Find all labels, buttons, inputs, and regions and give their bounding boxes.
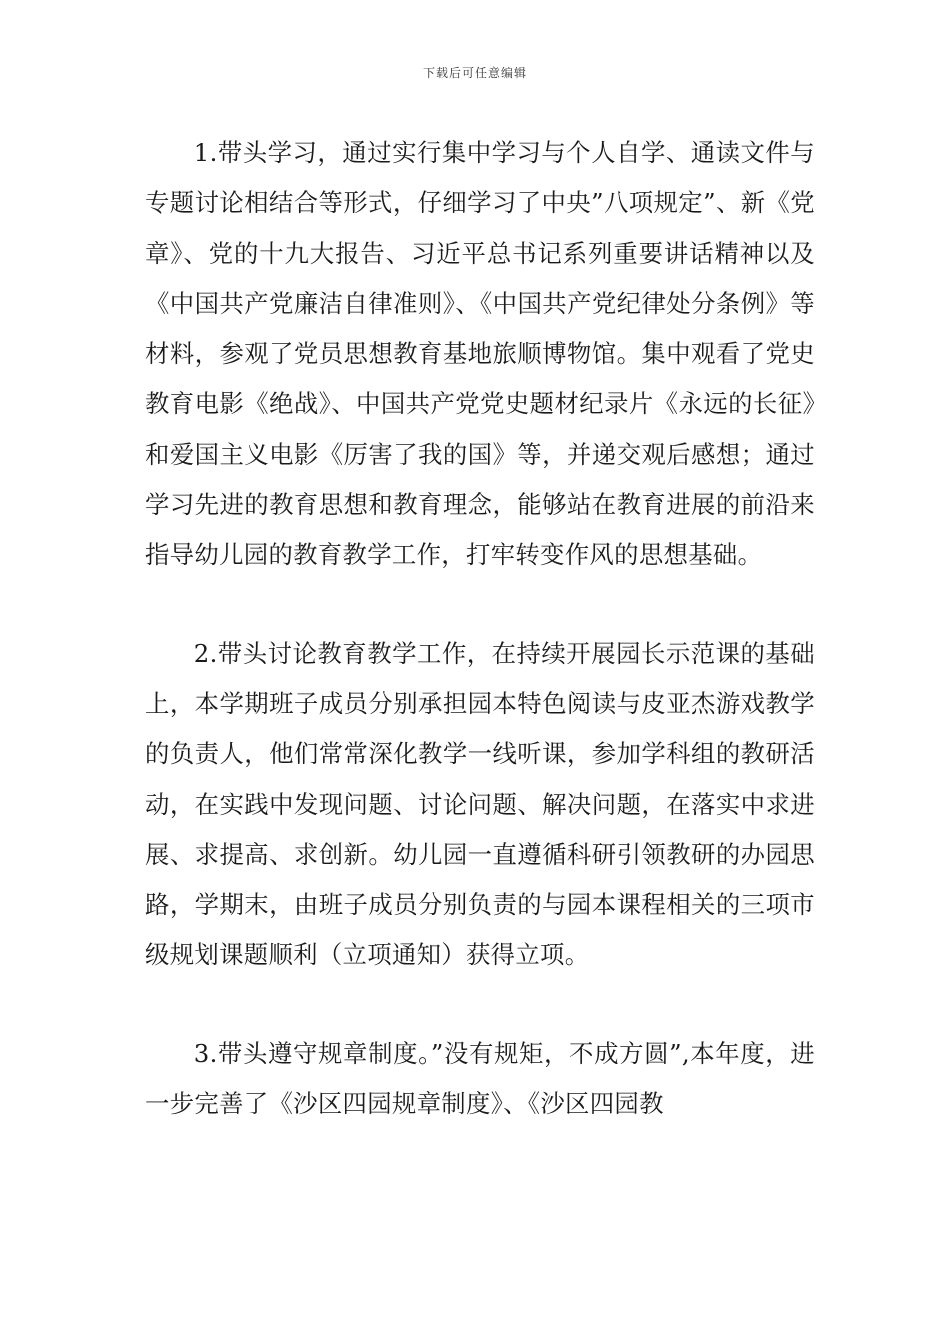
paragraph-3: 3.带头遵守规章制度。”没有规矩，不成方圆”,本年度，进一步完善了《沙区四园规章制度》、《沙区四园教 xyxy=(145,1038,815,1119)
paragraph-2: 2.带头讨论教育教学工作，在持续开展园长示范课的基础上，本学期班子成员分别承担园本特色阅读与皮亚杰游戏教学的负责人，他们常常深化教学一线听课，参加学科组的教研活动，在实践中发现问题、讨论问题、解决问题，在落实中求进展、求提高、求创新。幼儿园一直遵循科研引领教研的办园思路，学期末，由班子成员分别负责的与园本课程相关的三项市级规划课题顺利（立项通知）获得立项。 xyxy=(145,638,815,970)
document-body xyxy=(145,128,815,1129)
paragraph-1: 1.带头学习，通过实行集中学习与个人自学、通读文件与专题讨论相结合等形式，仔细学习了中央”八项规定”、新《党章》、党的十九大报告、习近平总书记系列重要讲话精神以及《中国共产党廉洁自律准则》、《中国共产党纪律处分条例》等材料，参观了党员思想教育基地旅顺博物馆。集中观看了党史教育电影《绝战》、中国共产党党史题材纪录片《永远的长征》和爱国主义电影《厉害了我的国》等，并递交观后感想；通过学习先进的教育思想和教育理念，能够站在教育进展的前沿来指导幼儿园的教育教学工作，打牢转变作风的思想基础。 xyxy=(145,138,815,570)
header-note: 下载后可任意编辑 xyxy=(422,66,527,80)
